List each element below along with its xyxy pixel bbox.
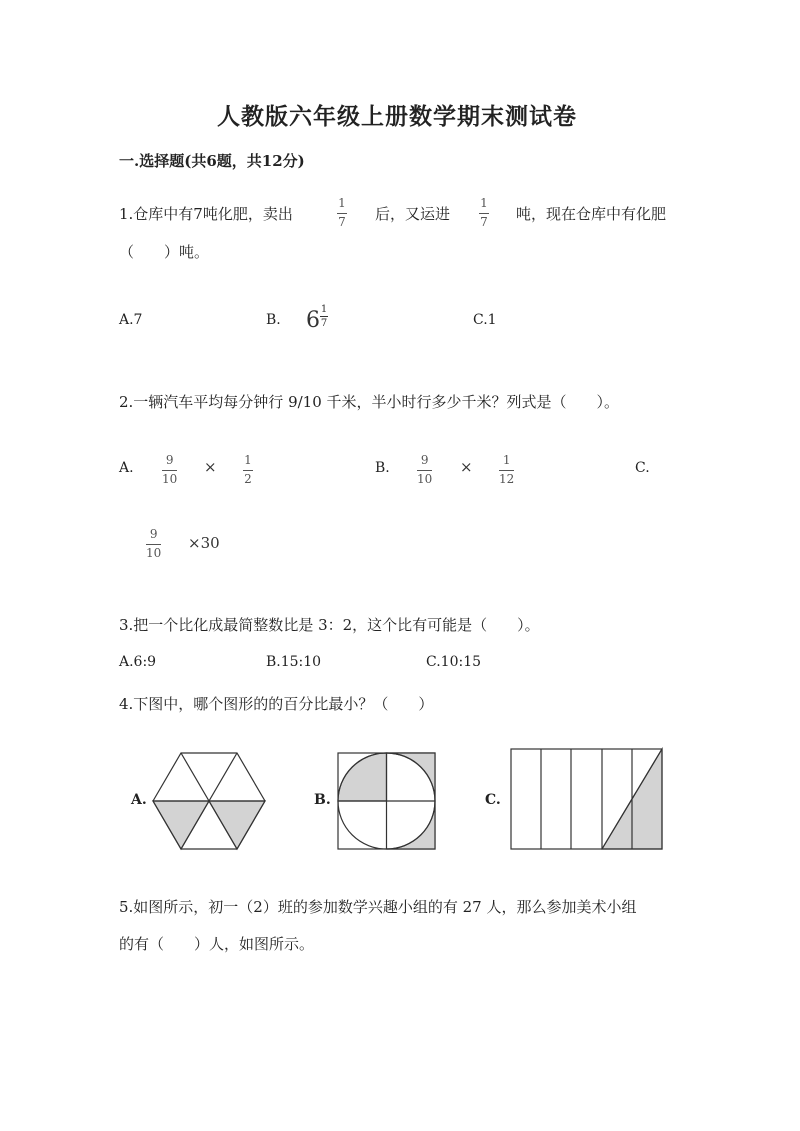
frac-denominator: 10 bbox=[417, 472, 433, 486]
frac-denominator: 10 bbox=[146, 546, 162, 560]
q5-line2: 的有（ ）人，如图所示。 bbox=[119, 935, 315, 953]
mixed-num: 1 bbox=[320, 304, 328, 315]
q2-option-c-tail: ×30 bbox=[188, 534, 220, 552]
q2-option-a-times: × bbox=[204, 458, 217, 476]
q1-option-b-label[interactable]: B. bbox=[266, 312, 281, 328]
frac-denominator: 10 bbox=[162, 472, 178, 486]
q1-text-part2: 后，又运进 bbox=[375, 205, 451, 223]
frac-numerator: 9 bbox=[165, 453, 174, 467]
q3-text: 3.把一个比化成最简整数比是 3：2，这个比有可能是（ ）。 bbox=[119, 616, 540, 634]
frac-denominator: 7 bbox=[338, 215, 346, 229]
q4-label-a[interactable]: A. bbox=[131, 792, 147, 808]
q1-text-line2: （ ）吨。 bbox=[119, 243, 210, 261]
q2-option-c-label[interactable]: C. bbox=[635, 460, 650, 476]
mixed-den: 7 bbox=[320, 318, 328, 329]
page-title: 人教版六年级上册数学期末测试卷 bbox=[217, 103, 577, 130]
mixed-whole: 6 bbox=[306, 308, 320, 333]
frac-numerator: 1 bbox=[480, 196, 488, 210]
q3-option-b[interactable]: B.15:10 bbox=[266, 654, 322, 670]
frac-denominator: 2 bbox=[244, 472, 252, 486]
q1-text-part1: 1.仓库中有7吨化肥，卖出 bbox=[119, 205, 293, 223]
section-header: 一.选择题(共6题，共12分) bbox=[119, 152, 305, 170]
q2-option-a-label[interactable]: A. bbox=[119, 460, 134, 476]
q2-option-b-times: × bbox=[460, 458, 473, 476]
frac-numerator: 1 bbox=[338, 196, 346, 210]
q5-line1: 5.如图所示，初一（2）班的参加数学兴趣小组的有 27 人，那么参加美术小组 bbox=[119, 898, 637, 916]
frac-numerator: 1 bbox=[244, 453, 252, 467]
frac-numerator: 1 bbox=[502, 453, 511, 467]
frac-denominator: 7 bbox=[480, 215, 488, 229]
q2-text: 2.一辆汽车平均每分钟行 9/10 千米，半小时行多少千米？列式是（ ）。 bbox=[119, 393, 620, 411]
q4-text: 4.下图中，哪个图形的的百分比最小？（ ） bbox=[119, 695, 434, 713]
frac-denominator: 12 bbox=[499, 472, 515, 486]
q2-option-b-label[interactable]: B. bbox=[375, 460, 390, 476]
q4-label-c[interactable]: C. bbox=[485, 792, 501, 808]
q3-option-a[interactable]: A.6:9 bbox=[119, 654, 157, 670]
q3-option-c[interactable]: C.10:15 bbox=[426, 654, 482, 670]
frac-numerator: 9 bbox=[420, 453, 429, 467]
q1-option-a[interactable]: A.7 bbox=[119, 312, 143, 328]
q4-label-b[interactable]: B. bbox=[314, 792, 331, 808]
frac-numerator: 9 bbox=[149, 527, 158, 541]
q1-option-c[interactable]: C.1 bbox=[473, 312, 497, 328]
q1-text-part3: 吨，现在仓库中有化肥 bbox=[516, 205, 667, 223]
